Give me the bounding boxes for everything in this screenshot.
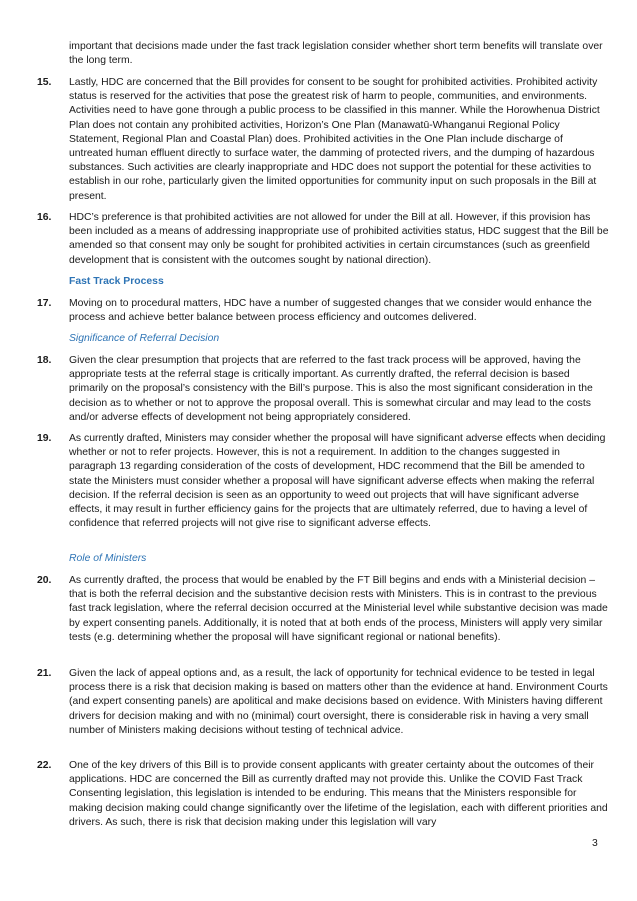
continuation-text: important that decisions made under the fast track legislation consider whether short term benefits will translate over the long term. xyxy=(69,41,603,67)
paragraph-22 xyxy=(37,759,609,830)
paragraph-text: Moving on to procedural matters, HDC have a number of suggested changes that we consider would enhance the process and achieve better balance between process efficiency and outcomes delivered. xyxy=(69,298,592,324)
section-heading-fast-track: Fast Track Process xyxy=(69,276,164,287)
paragraph-text: Given the lack of appeal options and, as a result, the lack of opportunity for technical evidence to be tested in legal process there is a risk that decision making is based on matters other than the evidence at hand. Environment Courts (and expert consenting panels) are apolitical and make decisions based on evidence. With Ministers having different drivers for decision making and with no (minimal) court oversight, there is considerable risk in having a very small number of Ministers making decisions without testing of technical advice. xyxy=(69,668,608,736)
paragraph-number: 15. xyxy=(37,77,52,88)
paragraph-21 xyxy=(37,667,609,738)
paragraph-17 xyxy=(37,297,609,325)
paragraph-number: 16. xyxy=(37,212,52,223)
paragraph-number: 22. xyxy=(37,760,52,771)
paragraph-text: As currently drafted, Ministers may consider whether the proposal will have significant adverse effects when deciding whether or not to refer projects. However, this is not a requirement. In addition to the changes suggested in paragraph 13 regarding consideration of the costs of development, HDC recommend that the Bill be amended to state the Ministers must consider whether a proposal will have significant adverse effects when making the referral decision. If the referral decision is seen as an opportunity to weed out projects that will have significant adverse effects, it may result in further efficiency gains for the projects that are ultimately referred, due to having a level of confidence that referred projects will not give rise to significant adverse effects. xyxy=(69,433,606,530)
paragraph-text: Given the clear presumption that projects that are referred to the fast track process will be approved, having the appropriate tests at the referral stage is critically important. As currently drafted, the referral decision is based primarily on the proposal’s consistency with the Bill’s purpose. This is also the most significant consideration in the decision as to whether or not to approve the proposal overall. This is somewhat circular and may lead to the costs and/or adverse effects of development not being appropriately considered. xyxy=(69,355,593,423)
paragraph-16 xyxy=(37,211,609,268)
paragraph-number: 21. xyxy=(37,668,52,679)
paragraph-number: 18. xyxy=(37,355,52,366)
page-number: 3 xyxy=(592,838,598,849)
subheading-referral-decision: Significance of Referral Decision xyxy=(69,333,220,344)
paragraph-text: HDC’s preference is that prohibited activities are not allowed for under the Bill at all. However, if this provision has been included as a means of addressing inappropriate use of prohibited activities status, HDC suggest that the Bill be amended so that consent may only be sought for prohibited activities in certain circumstances (such as greenfield development that is consistent with the outcomes sought by national direction). xyxy=(69,212,609,266)
paragraph-15 xyxy=(37,76,609,204)
subheading-role-of-ministers: Role of Ministers xyxy=(69,553,147,564)
paragraph-number: 17. xyxy=(37,298,52,309)
paragraph-text: One of the key drivers of this Bill is to provide consent applicants with greater certainty about the outcomes of their applications. HDC are concerned the Bill as currently drafted may not provide this. Unlike the COVID Fast Track Consenting legislation, this legislation is intended to be enduring. This means that the Ministers responsible for making decision making could change significantly over the lifetime of the legislation, each with different priorities and drivers. As such, there is risk that decision making under this legislation will vary xyxy=(69,760,608,828)
paragraph-text: As currently drafted, the process that would be enabled by the FT Bill begins and ends with a Ministerial decision – that is both the referral decision and the substantive decision rests with Ministers. This is in contrast to the previous fast track legislation, where the referral decision occurred at the Ministerial level while substantive decision was made by expert consenting panels. Additionally, it is noted that at both ends of the process, Ministers will apply very similar tests (e.g. determining whether the proposal will have significant regional or national benefits). xyxy=(69,575,608,643)
paragraph-20 xyxy=(37,574,609,645)
paragraph-text: Lastly, HDC are concerned that the Bill provides for consent to be sought for prohibited activities. Prohibited activity status is reserved for the activities that pose the greatest risk of harm to people, communities, and environments. Activities need to have gone through a public process to be classified in this manner. While the Horowhenua District Plan does not contain any prohibited activities, Horizon’s One Plan (Manawatū-Whanganui Regional Policy Statement, Regional Plan and Coastal Plan) does. Prohibited activities in the One Plan include discharge of untreated human effluent directly to surface water, the damming of protected rivers, and the dumping of hazardous substances. Such activities are clearly inappropriate and HDC does not support the potential for these activities to establish in our rohe, particularly given the limited opportunities for community input on such proposals in the Bill at present. xyxy=(69,77,600,202)
paragraph-19 xyxy=(37,432,609,531)
paragraph-number: 20. xyxy=(37,575,52,586)
paragraph-number: 19. xyxy=(37,433,52,444)
paragraph-18 xyxy=(37,354,609,425)
